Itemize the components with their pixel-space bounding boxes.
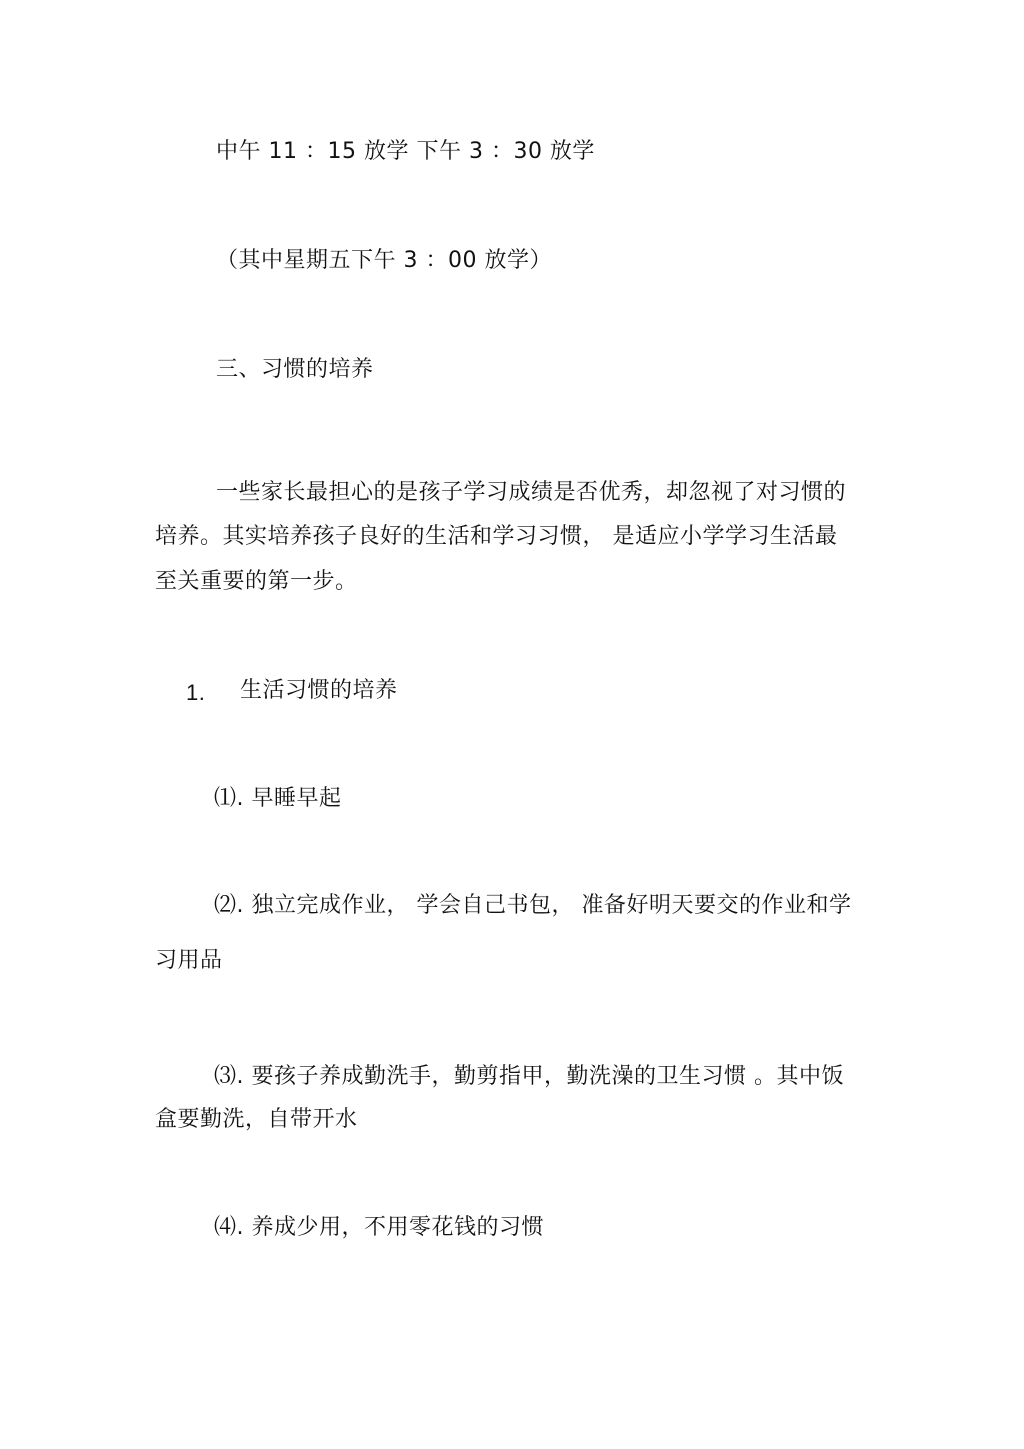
intro-paragraph-line: 一些家长最担心的是孩子学习成绩是否优秀，却忽视了对习惯的 <box>216 480 847 505</box>
list-item-continuation: 习用品 <box>155 948 223 973</box>
subsection-title: 生活习惯的培养 <box>240 678 398 703</box>
subsection-number: 1. <box>186 680 206 705</box>
list-item: ⑶. 要孩子养成勤洗手，勤剪指甲，勤洗澡的卫生习惯 。其中饭 <box>214 1064 844 1089</box>
schedule-line: 中午 11 ：15 放学 下午 3 ：30 放学 <box>216 139 595 164</box>
intro-paragraph-line: 至关重要的第一步。 <box>155 569 358 594</box>
intro-paragraph-line: 培养。其实培养孩子良好的生活和学习习惯， 是适应小学学习生活最 <box>155 524 838 549</box>
list-item: ⑷. 养成少用，不用零花钱的习惯 <box>214 1215 544 1240</box>
list-item-continuation: 盒要勤洗，自带开水 <box>155 1107 358 1132</box>
section-heading: 三、习惯的培养 <box>216 357 374 382</box>
friday-note: （其中星期五下午 3 ：00 放学） <box>216 248 552 273</box>
list-item: ⑴. 早睡早起 <box>214 786 342 811</box>
list-item: ⑵. 独立完成作业， 学会自己书包， 准备好明天要交的作业和学 <box>214 893 852 918</box>
